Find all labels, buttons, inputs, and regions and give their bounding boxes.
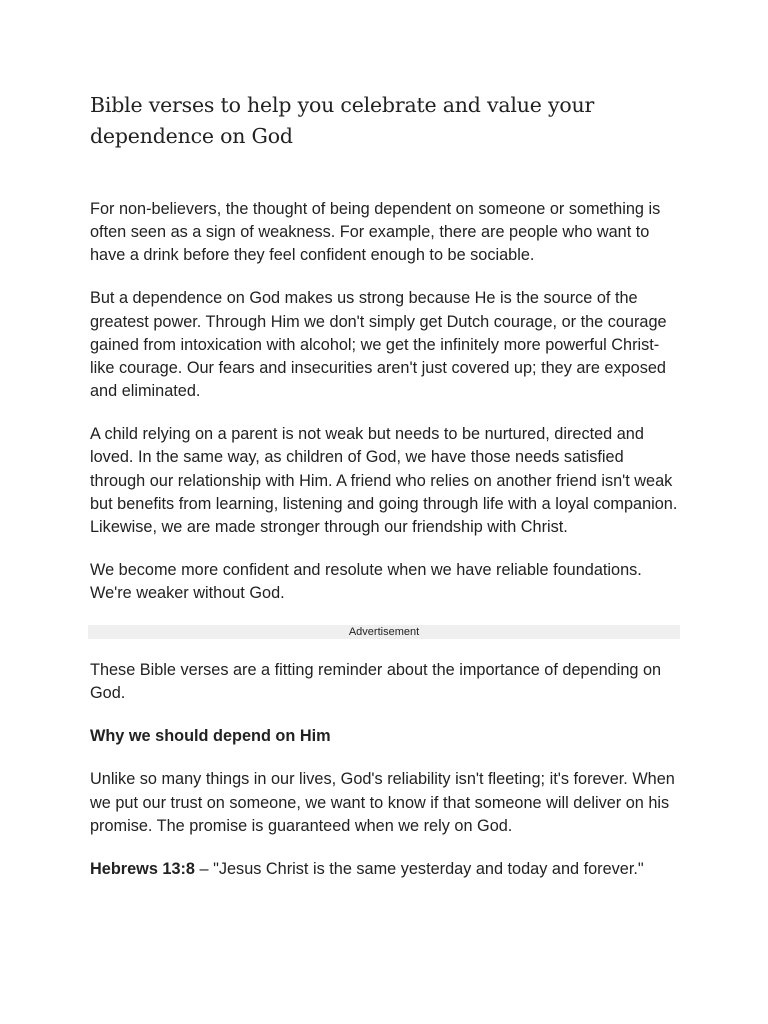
paragraph-dependence-strong: But a dependence on God makes us strong because He is the source of the greatest power. Through Him we don't simply get Dutch courage, or the courage gained from intoxication with alcohol; we get the infinitely more powerful Christ-like courage. Our fears and insecurities aren't just covered up; they are exposed and eliminated. [90,289,667,401]
paragraph-non-believers: For non-believers, the thought of being dependent on someone or something is often seen as a sign of weakness. For example, there are people who want to have a drink before they feel confident enough to be sociable. [90,200,661,265]
advertisement-banner[interactable] [88,625,680,639]
paragraph-child-relying: A child relying on a parent is not weak but needs to be nurtured, directed and loved. In the same way, as children of God, we have those needs satisfied through our relationship with Him. A friend who relies on another friend isn't weak but benefits from learning, listening and going through life with a loyal companion. Likewise, we are made stronger through our friendship with Christ. [90,425,678,537]
article-body [90,198,680,901]
article-title: Bible verses to help you celebrate and value your dependence on God [90,93,595,148]
verse-reference: Hebrews 13:8 [90,859,195,878]
paragraph-confident-foundations: We become more confident and resolute when we have reliable foundations. We're weaker without God. [90,561,642,603]
paragraph-reliability: Unlike so many things in our lives, God's reliability isn't fleeting; it's forever. When we put our trust on someone, we want to know if that someone will deliver on his promise. The promise is guaranteed when we rely on God. [90,770,675,835]
verse-text: – "Jesus Christ is the same yesterday and today and forever." [194,859,644,878]
paragraph-fitting-reminder: These Bible verses are a fitting reminder about the importance of depending on God. [90,661,662,703]
advertisement-label: Advertisement [348,626,420,639]
verse-quote [90,858,680,881]
section-heading: Why we should depend on Him [90,727,331,746]
